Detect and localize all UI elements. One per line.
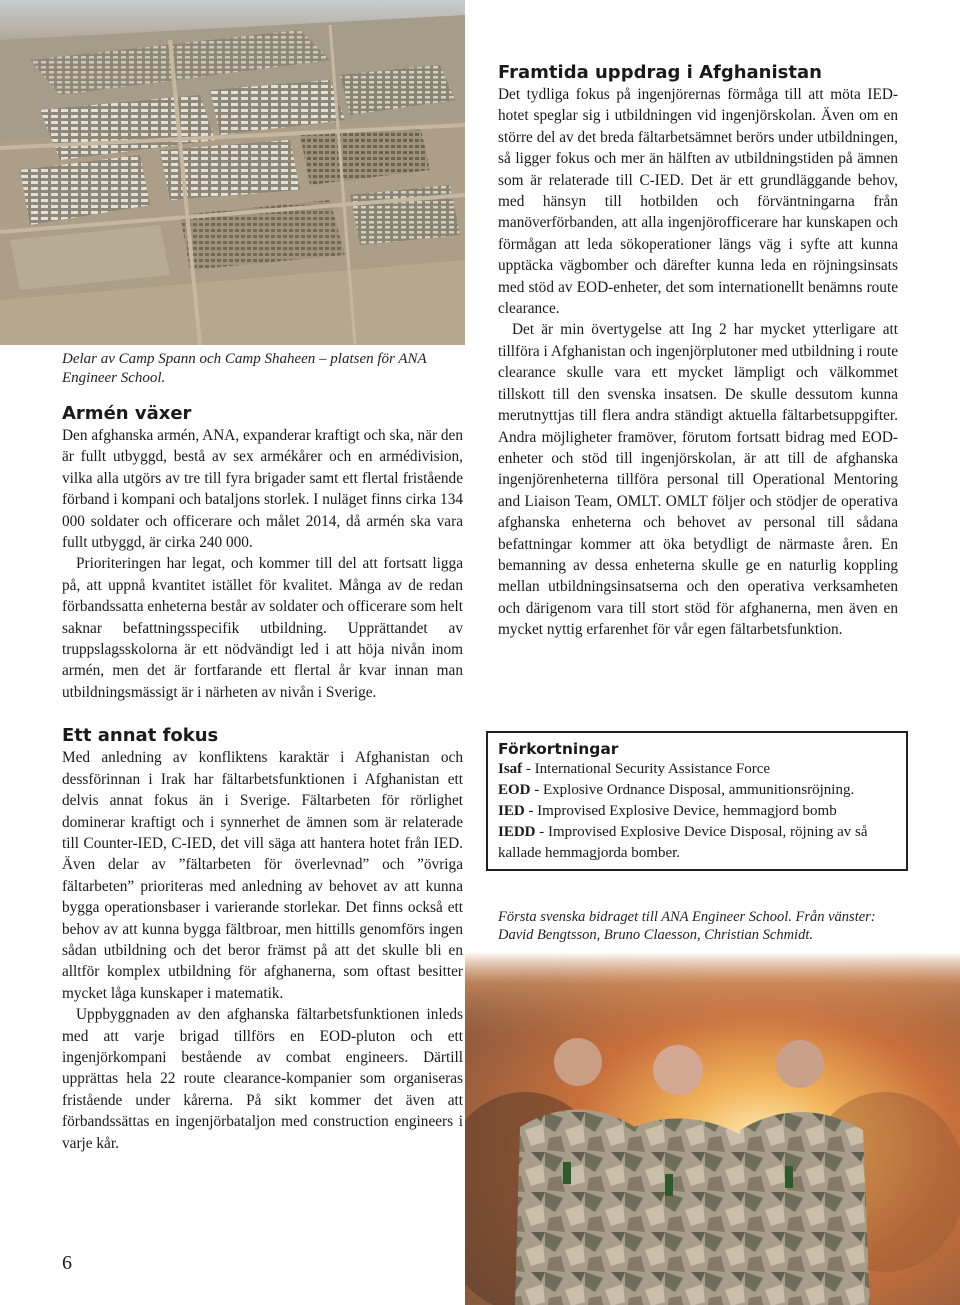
section-heading-ett-annat-fokus: Ett annat fokus	[62, 725, 219, 747]
section-body-framtida-uppdrag	[498, 84, 898, 641]
abbreviation-definition: - Improvised Explosive Device Disposal, röjning av så kallade hemmagjorda bomber.	[498, 824, 868, 861]
abbreviation-definition: - Explosive Ordnance Disposal, ammunitionsröjning.	[530, 782, 855, 798]
abbreviation-term: IED	[498, 803, 525, 819]
abbreviations-box	[486, 731, 908, 871]
abbreviation-item	[498, 780, 896, 801]
section-heading-framtida-uppdrag: Framtida uppdrag i Afghanistan	[498, 62, 822, 83]
bottom-photo-caption: Första svenska bidraget till ANA Engineer School. Från vänster: David Bengtsson, Bruno Claesson, Christian Schmidt.	[498, 909, 876, 943]
top-photo-caption: Delar av Camp Spann och Camp Shaheen – platsen för ANA Engineer School.	[62, 351, 427, 386]
soldiers-explosion-photo	[465, 952, 960, 1305]
abbreviation-term: IEDD	[498, 824, 536, 840]
section-heading-armen-vaxer: Armén växer	[62, 403, 192, 424]
paragraph: Den afghanska armén, ANA, expanderar kraftigt och ska, när den är fullt utbyggd, bestå av sex armékårer och en armédivision, vilka alla utgörs av tre till fyra brigader samt ett flertal fristående förband i kompani och bataljons storlek. I nuläget finns cirka 134 000 soldater och officerare och målet 2014, då armén ska vara fullt utbyggd, är cirka 240 000.	[62, 427, 463, 552]
paragraph: Prioriteringen har legat, och kommer till del att fortsatt ligga på, att uppnå kvantitet istället för kvalitet. Många av de redan förbandssatta enheterna består av soldater och officerare som helt saknar befattningsspecifik utbildning. Upprättandet av truppslagsskolorna är ett nödvändigt led i att höja nivån inom armén, men det är fortfarande ett flertal år kvar innan man utbildningsmässigt är i närheten av nivån i Sverige.	[62, 555, 463, 701]
abbreviation-definition: - International Security Assistance Force	[522, 761, 771, 777]
camp-aerial-photo	[0, 0, 465, 345]
abbreviation-term: EOD	[498, 782, 531, 798]
paragraph: Det tydliga fokus på ingenjörernas förmåga till att möta IED-hotet speglar sig i utbildningen vid ingenjörskolan. Även om en större del av det breda fältarbetsämnet berörs under utbildningen, så ligger fokus och mer än hälften av utbildningstiden på ämnen som är relaterade till C-IED. Det är ett grundläggande behov, med hänsyn till hotbilden och förväntningarna från manöverförbanden, att alla ingenjörofficerare har kunskapen och förmågan att leda sökoperationer längs väg i syfte att kunna upptäcka vägbomber och därefter kunna leda en röjningsinsats med stöd av EOD-enheter, det som internationellt benämns route clearance.	[498, 86, 898, 318]
abbreviation-item	[498, 822, 896, 864]
left-column	[62, 403, 463, 1154]
abbreviation-item	[498, 759, 896, 780]
section-body-armen-vaxer	[62, 425, 463, 703]
paragraph: Det är min övertygelse att Ing 2 har mycket ytterligare att tillföra i Afghanistan och ingenjörplutoner med utbildning i route clearance skulle vara ett mycket lämpligt och välkommet tillskott till den svenska insatsen. De skulle dessutom kunna merutnyttjas till flera andra ständigt aktuella fältarbetsuppgifter. Andra möjligheter framöver, förutom fortsatt bidrag med EOD-enheter och stöd till ingenjörskolan, är att till de afghanska ingenjörenheterna tillföra personal till Operational Mentoring and Liaison Team, OMLT. OMLT följer och stödjer de operativa afghanska enheterna och behovet av personal till sådana befattningar kommer att öka betydligt de närmaste åren. En bemanning av dessa enheterna skulle ge en naturlig koppling mellan utbildningsinsatserna och den operativa verksamheten och därigenom vara till stort stöd för afghanerna, men även en mycket nyttig erfarenhet för vår egen fältarbetsfunktion.	[498, 321, 898, 639]
paragraph: Uppbyggnaden av den afghanska fältarbetsfunktionen inleds med att varje brigad tillförs en EOD-pluton och ett ingenjörkompani bestående av combat engineers. Därtill upprättas hela 22 route clearance-kompanier som organiseras fristående under kårerna. På sikt kommer det även att förbandssättas en ingenjörbataljon med construction engineers i varje kår.	[62, 1006, 463, 1152]
right-column	[498, 62, 898, 641]
paragraph: Med anledning av konfliktens karaktär i Afghanistan och dessförinnan i Irak har fältarbetsfunktionen i Afghanistan ett delvis annat fokus än i Sverige. Fältarbeten för rörlighet dominerar kraftigt och i synnerhet de ämnen som är relaterade till Counter-IED, C-IED, det vill säga att hantera hotet från IED. Även delar av ”fältarbeten för överlevnad” och ”övriga fältarbeten” prioriteras med anledning av behovet av att kunna bygga operationsbaser i varierande storlekar. Det finns också ett behov av att kunna bygga fältbroar, men hittills genomförs ingen sådan utbildning och det beror främst på att det skulle bli en alltför komplex utbildning för afghanerna, som oftast besitter mycket låga kunskaper i matematik.	[62, 749, 463, 1002]
abbreviations-title: Förkortningar	[498, 740, 619, 758]
abbreviation-item	[498, 801, 896, 822]
abbreviation-definition: - Improvised Explosive Device, hemmagjord bomb	[524, 803, 837, 819]
page-number: 6	[62, 1252, 72, 1274]
abbreviation-term: Isaf	[498, 761, 523, 777]
section-body-ett-annat-fokus	[62, 747, 463, 1154]
